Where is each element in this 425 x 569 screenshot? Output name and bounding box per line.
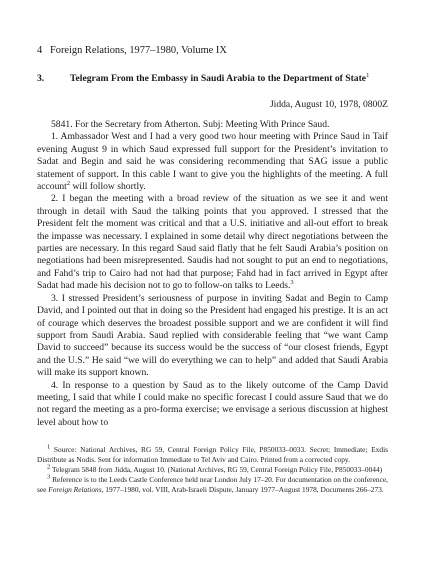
running-head — [37, 44, 388, 57]
paragraph-text: 4. In response to a question by Saud as to the likely outcome of the Camp David meeting, I said that while I could make no specific forecast I could assure Saud that we do not regard the meeting as a pro-forma exercise; we envisage a serious discussion at highest level about how to — [37, 379, 388, 428]
footnote-mark: 2 — [47, 463, 51, 471]
document-number: 3. — [37, 73, 45, 84]
footnote-text: Source: National Archives, RG 59, Central Foreign Policy File, P850033–0033. Secret; Immediate; Exdis Distribute as Nodis. Sent for information Immediate to Tel Aviv and Cairo. Printed from a corrected copy. — [37, 445, 388, 464]
footnote-mark: 3 — [47, 473, 51, 481]
footnote-1 — [37, 445, 388, 464]
footnote-text-cont: 1977–1980, vol. VIII, Arab-Israeli Dispute, January 1977–August 1978, Documents 266–273. — [103, 484, 384, 494]
footnotes — [37, 445, 388, 494]
page-number: 4 — [37, 45, 43, 56]
paragraph-3 — [37, 293, 388, 380]
footnote-mark: 1 — [47, 443, 51, 451]
footnote-ref-3: 3 — [290, 279, 294, 287]
paragraph-2 — [37, 193, 388, 292]
paragraph-text: 2. I began the meeting with a broad review of the situation as we see it and went through in detail with Saud the talking points that you approved. I stressed that the President felt the moment was critical and that a U.S. initiative and all-out effort to break the impasse was necessary. I explained in some detail why direct negotiations between the parties are necessary. In this regard Saud said flatly that he felt Saudi Arabia’s position on negotiations had been misrepresented. Saudis had not sought to put an end to negotiations, and Fahd’s trip to Cairo had not had that purpose; Fahd had in fact arrived in Egypt after Sadat had made his decision not to go to follow-on talks to Leeds. — [37, 193, 388, 292]
document-heading — [37, 73, 388, 86]
paragraph-text: 3. I stressed President’s seriousness of purpose in inviting Sadat and Begin to Camp David, and I pointed out that in doing so the President had engaged his prestige. It is an act of courage which deserves the broadest possible support and we are confident it will find support from Saudi Arabia. Saud replied with considerable feeling that “we want Camp David to succeed” because its success would be the success of “our closest friends, Egypt and the U.S.” He said “we will do everything we can to help” and added that Saudi Arabia will make its support known. — [37, 292, 388, 379]
paragraph-1 — [37, 131, 388, 193]
footnote-italic-title: Foreign Relations, — [48, 484, 104, 494]
paragraph-text-cont: will follow shortly. — [70, 181, 146, 193]
paragraph-text: 5841. For the Secretary from Atherton. Subj: Meeting With Prince Saud. — [51, 119, 330, 130]
document-title-text: Telegram From the Embassy in Saudi Arabia to the Department of State — [70, 73, 367, 84]
footnote-text: Telegram 5848 from Jidda, August 10. (National Archives, RG 59, Central Foreign Policy File, P850033–0044) — [50, 464, 383, 474]
volume-title: Foreign Relations, 1977–1980, Volume IX — [50, 45, 227, 56]
footnote-ref-2: 2 — [66, 179, 71, 187]
footnote-text: Reference is to the Leeds Castle Conference held near London July 17–20. For documentation on the conference, see — [37, 475, 388, 494]
dateline: Jidda, August 10, 1978, 0800Z — [269, 98, 388, 110]
paragraph-0 — [37, 119, 388, 131]
footnote-2 — [37, 465, 388, 474]
footnote-3 — [37, 475, 388, 494]
footnote-ref-1: 1 — [366, 71, 370, 79]
telegram-body — [37, 119, 388, 429]
document-title — [70, 73, 388, 86]
paragraph-text: 1. Ambassador West and I had a very good two hour meeting with Prince Saud in Taif evening August 9 in which Saud expressed full support for the President’s invitation to Sadat and Begin and said he was considering recommending that SAG issue a public statement of support. In this cable I want to give you the highlights of the meeting. A full account — [37, 131, 388, 193]
paragraph-4 — [37, 380, 388, 430]
